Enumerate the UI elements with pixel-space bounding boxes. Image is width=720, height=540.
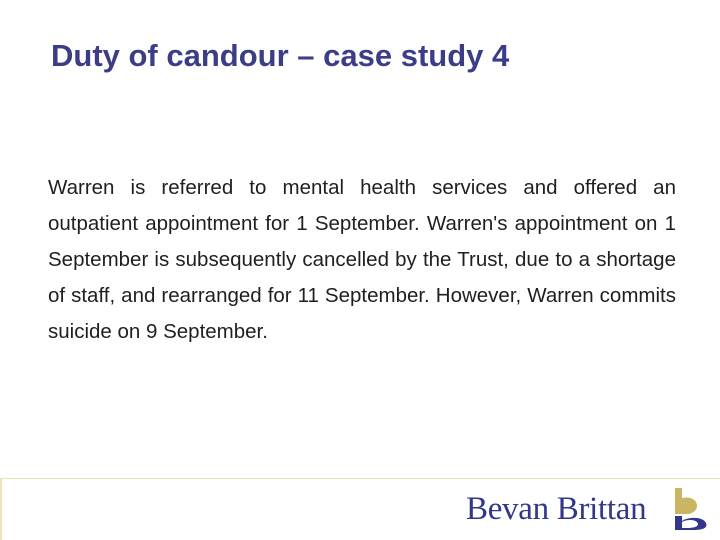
- footer-left-rule: [0, 478, 2, 540]
- slide-title: Duty of candour – case study 4: [51, 38, 510, 73]
- brand-name: Bevan Brittan: [466, 491, 647, 527]
- bevan-brittan-b-logo-icon: [673, 488, 711, 530]
- slide-body-text: Warren is referred to mental health services and offered an outpatient appointment for 1 September. Warren's appointment on 1 September is subsequently cancelled by the Trust, due to a shortage of staff, and rearranged for 11 September. However, Warren commits suicide on 9 September.: [48, 176, 676, 343]
